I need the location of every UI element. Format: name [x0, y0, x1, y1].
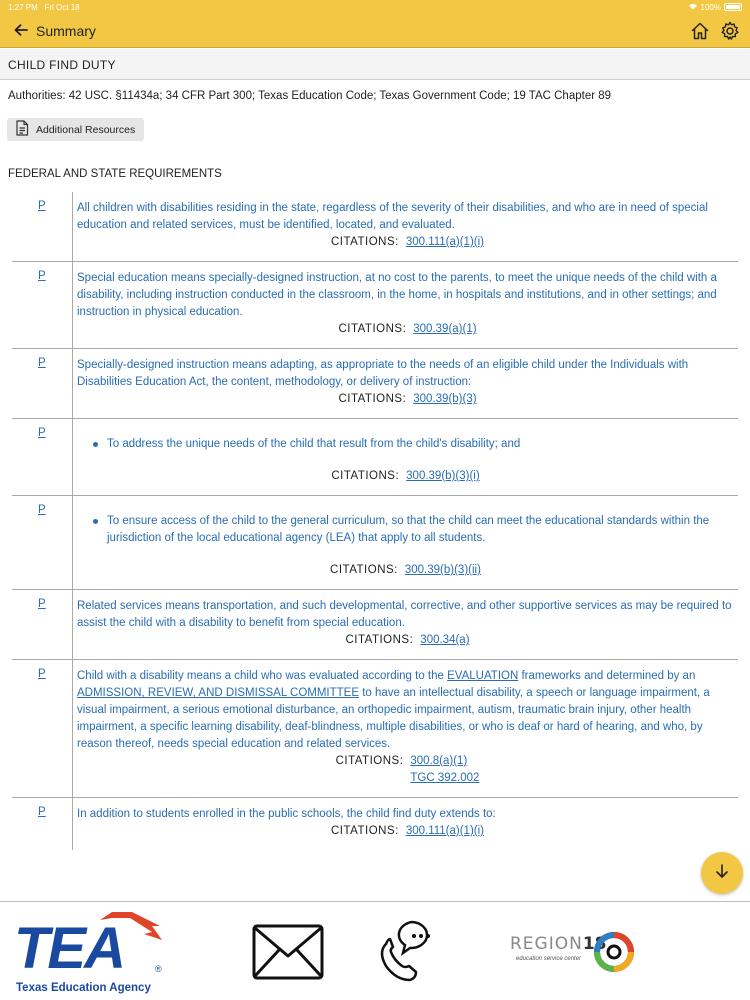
requirement-content [73, 590, 738, 659]
citation-links [406, 468, 480, 485]
requirement-marker-cell [12, 590, 73, 659]
back-button[interactable] [0, 23, 96, 39]
authorities-text: Authorities: 42 USC. §11434a; 34 CFR Part 300; Texas Education Code; Texas Government Code; 19 TAC Chapter 89 [8, 90, 612, 102]
citations [73, 562, 738, 579]
status-time: 1:27 PM [8, 2, 38, 12]
battery-icon [724, 3, 742, 11]
status-date: Fri Oct 18 [44, 2, 80, 12]
citations-label: CITATIONS: [335, 755, 404, 767]
citations [77, 321, 738, 338]
requirement-marker-cell [12, 349, 73, 418]
citations [77, 753, 738, 787]
tea-logo-link[interactable] [12, 912, 172, 992]
citation-link[interactable]: 300.39(a)(1) [413, 323, 477, 335]
citations-label: CITATIONS: [338, 393, 407, 405]
requirement-row [12, 496, 738, 590]
citation-link[interactable]: 300.111(a)(1)(i) [405, 236, 484, 248]
citations-label: CITATIONS: [330, 236, 399, 248]
citations-label: CITATIONS: [330, 564, 398, 576]
requirement-marker-cell [12, 660, 73, 797]
citations [77, 632, 738, 649]
requirement-marker-cell [12, 496, 73, 589]
requirement-text: To ensure access of the child to the general curriculum, so that the child can meet the educational standards within the jurisdiction of the local educational agency (LEA) that apply to all students. [93, 513, 738, 547]
requirement-row [12, 192, 738, 262]
requirement-marker-cell [12, 798, 73, 850]
back-label: Summary [36, 22, 96, 39]
region18-emblem [594, 932, 634, 972]
citations [77, 823, 738, 840]
requirements-list [12, 192, 738, 901]
region-number: 18 [582, 934, 607, 954]
svg-text:®: ® [155, 964, 162, 974]
scroll-down-button[interactable] [701, 852, 743, 894]
requirement-marker-link[interactable]: P [38, 598, 46, 610]
citations-label: CITATIONS: [330, 825, 399, 837]
citation-link[interactable]: 300.39(b)(3)(ii) [404, 564, 481, 576]
citation-links [420, 632, 469, 649]
requirement-row [12, 349, 738, 419]
requirement-content [73, 349, 738, 418]
requirement-text: To address the unique needs of the child that result from the child's disability; and [93, 436, 738, 453]
citations [77, 234, 738, 251]
requirement-marker-link[interactable]: P [38, 200, 46, 212]
additional-resources-button[interactable] [7, 118, 144, 141]
requirement-content [73, 419, 738, 495]
requirement-marker-link[interactable]: P [38, 427, 46, 439]
battery-percent: 100% [700, 2, 721, 12]
wifi-icon [688, 2, 698, 12]
region-name: REGION [510, 934, 583, 954]
requirement-text: In addition to students enrolled in the public schools, the child find duty extends to: [77, 808, 496, 820]
requirement-marker-cell [12, 419, 73, 495]
citation-link[interactable]: TGC 392.002 [410, 772, 480, 784]
requirement-content [73, 192, 738, 261]
requirement-text: Specially-designed instruction means adapting, as appropriate to the needs of an eligible child under the Individuals with Disabilities Education Act, the content, methodology, or delivery of instruction: [77, 359, 689, 388]
requirement-row [12, 262, 738, 349]
additional-resources-label: Additional Resources [36, 123, 136, 136]
citations-label: CITATIONS: [331, 470, 400, 482]
status-bar [0, 0, 750, 14]
document-icon [15, 120, 29, 139]
requirement-marker-link[interactable]: P [38, 806, 46, 818]
requirement-row [12, 419, 738, 496]
requirement-content [73, 798, 738, 850]
citation-links [406, 823, 484, 840]
requirement-text: All children with disabilities residing in the state, regardless of the severity of their disabilities, and who are in need of special education and related services, must be identified, located, and evaluated. [77, 202, 708, 231]
nav-bar [0, 14, 750, 48]
footer [0, 901, 750, 1000]
region-subtitle: education service center [516, 956, 582, 962]
requirement-content [73, 496, 738, 589]
citation-link[interactable]: 300.111(a)(1)(i) [405, 825, 484, 837]
svg-text:TEA: TEA [14, 916, 124, 981]
citations [77, 391, 738, 408]
requirements-heading: FEDERAL AND STATE REQUIREMENTS [8, 168, 222, 180]
requirement-inline-link[interactable]: EVALUATION [447, 670, 519, 682]
requirement-marker-link[interactable]: P [38, 668, 46, 680]
requirement-content [73, 660, 738, 797]
requirement-inline-link[interactable]: ADMISSION, REVIEW, AND DISMISSAL COMMITTEE [77, 687, 360, 699]
requirement-marker-link[interactable]: P [38, 504, 46, 516]
requirement-row [12, 660, 738, 798]
region18-logo[interactable] [510, 932, 635, 977]
citation-link[interactable]: 300.39(b)(3) [413, 393, 477, 405]
citation-links [413, 391, 476, 408]
citation-links [413, 321, 476, 338]
requirement-text-part: to have an intellectual disability, a speech or language impairment, a visual impairment, a serious emotional disturbance, an orthopedic impairment, autism, traumatic brain injury, other health impairment, a specific learning disability, deaf-blindness, multiple disabilities, or who is deaf or hard of hearing, and who, by reason thereof, needs special education and related services. [77, 687, 710, 750]
back-arrow-icon [14, 23, 28, 39]
requirement-text: Related services means transportation, and such developmental, corrective, and other supportive services as may be required to assist the child with a disability to benefit from special education. [77, 600, 732, 629]
citations-label: CITATIONS: [338, 323, 407, 335]
requirement-text-part: Child with a disability means a child who was evaluated according to the [77, 670, 448, 682]
requirement-marker-cell [12, 262, 73, 348]
requirement-row [12, 798, 738, 850]
gear-icon[interactable] [720, 21, 740, 41]
requirement-marker-link[interactable]: P [38, 357, 46, 369]
page-title: CHILD FIND DUTY [0, 49, 750, 80]
requirement-text-part: frameworks and determined by an [518, 670, 696, 682]
citations-label: CITATIONS: [345, 634, 414, 646]
mail-icon[interactable] [252, 924, 324, 985]
tea-caption: Texas Education Agency [16, 982, 151, 994]
requirement-marker-link[interactable]: P [38, 270, 46, 282]
citation-link[interactable]: 300.8(a)(1) [410, 755, 468, 767]
citations [73, 468, 738, 485]
citation-links [410, 753, 479, 787]
requirement-text [77, 668, 738, 753]
home-icon[interactable] [690, 21, 710, 41]
phone-chat-icon[interactable] [376, 918, 446, 989]
tea-logo [12, 912, 167, 982]
requirement-row [12, 590, 738, 660]
citation-links [405, 562, 481, 579]
requirement-content [73, 262, 738, 348]
citation-links [406, 234, 484, 251]
requirement-marker-cell [12, 192, 73, 261]
requirement-text: Special education means specially-designed instruction, at no cost to the parents, to meet the unique needs of the child with a disability, including instruction conducted in the classroom, in the home, in hospitals and institutions, and in other settings; and instruction in physical education. [77, 272, 717, 318]
citation-link[interactable]: 300.39(b)(3)(i) [406, 470, 480, 482]
arrow-down-icon [714, 863, 730, 884]
citation-link[interactable]: 300.34(a) [420, 634, 470, 646]
